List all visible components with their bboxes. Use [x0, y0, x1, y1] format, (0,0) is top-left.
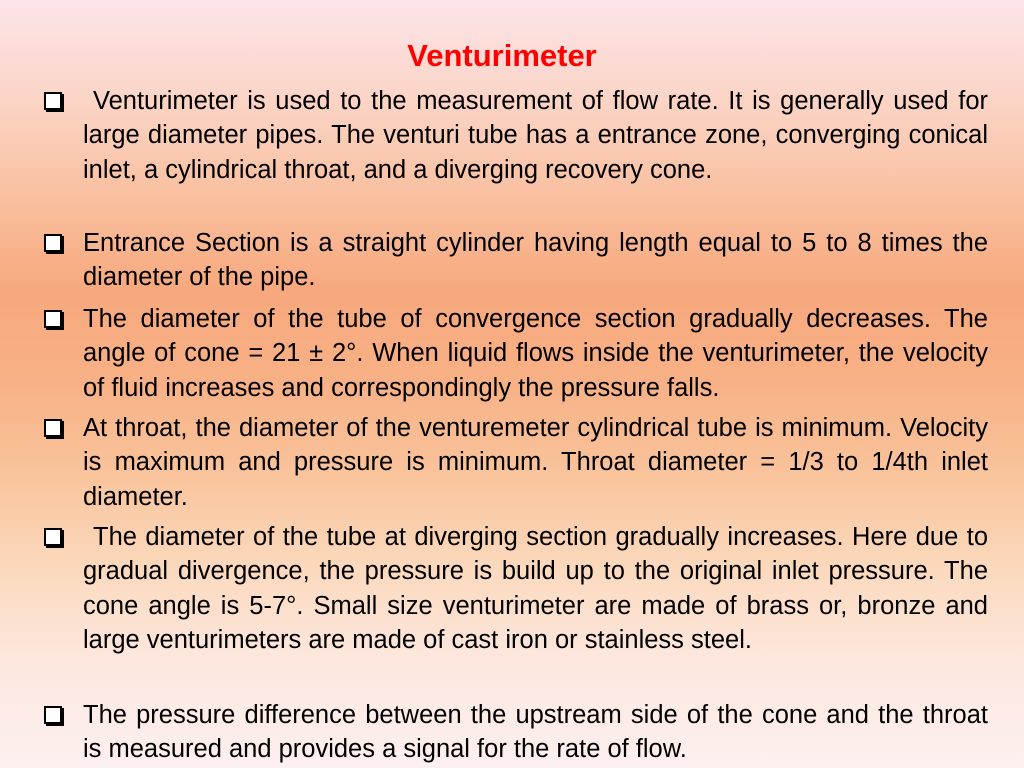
checkbox-bullet-icon — [44, 234, 62, 252]
checkbox-bullet-icon — [44, 528, 62, 546]
bullet-text: The diameter of the tube at diverging section gradually increases. Here due to gradual divergence, the pressure is build up to the original inlet pressure. The cone angle is 5-7°. Small size venturimeter are made of brass or, bronze and large venturimeters are made of cast iron or stainless steel. — [83, 523, 988, 655]
checkbox-bullet-icon — [44, 419, 62, 437]
bullet-text: The pressure difference between the upstream side of the cone and the throat is measured and provides a signal for the rate of flow. — [83, 701, 988, 764]
checkbox-bullet-icon — [44, 310, 62, 328]
bullet-text: Venturimeter is used to the measurement of flow rate. It is generally used for large diameter pipes. The venturi tube has a entrance zone, converging conical inlet, a cylindrical throat, and a diverging recovery cone. — [83, 87, 988, 184]
bullet-text: The diameter of the tube of convergence section gradually decreases. The angle of cone = 21 ± 2°. When liquid flows inside the venturimeter, the velocity of fluid increases and correspondingly the pressure falls. — [83, 305, 988, 402]
bullet-text: At throat, the diameter of the venturemeter cylindrical tube is minimum. Velocity is maximum and pressure is minimum. Throat diameter = 1/3 to 1/4th inlet diameter. — [83, 414, 988, 511]
slide-title: Venturimeter — [407, 38, 597, 73]
checkbox-bullet-icon — [44, 706, 62, 724]
checkbox-bullet-icon — [44, 92, 62, 110]
bullet-text: Entrance Section is a straight cylinder having length equal to 5 to 8 times the diameter of the pipe. — [83, 229, 988, 292]
